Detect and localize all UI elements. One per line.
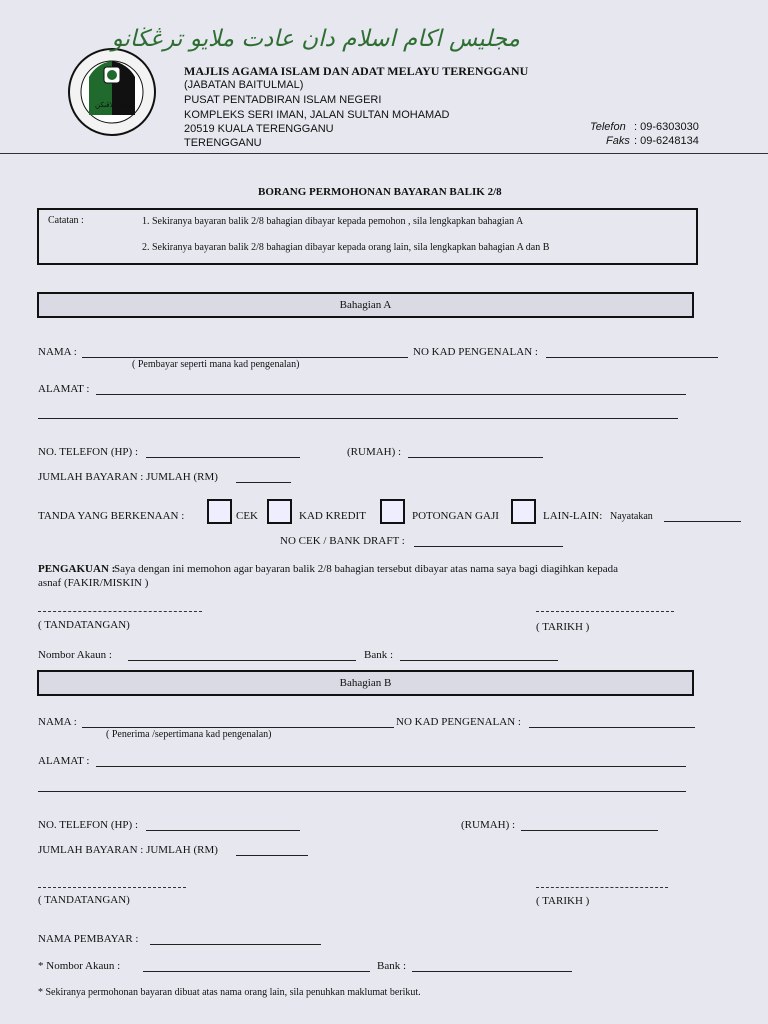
a-bank-label: Bank : — [364, 649, 394, 661]
b-tarikh-line[interactable] — [536, 887, 668, 888]
org-name: MAJLIS AGAMA ISLAM DAN ADAT MELAYU TERENGGANU — [184, 64, 529, 78]
a-no-cek-label: NO CEK / BANK DRAFT : — [280, 535, 405, 547]
a-checkbox-cek[interactable] — [207, 499, 232, 524]
a-akaun-label: Nombor Akaun : — [38, 649, 112, 661]
b-ic-field[interactable] — [529, 727, 695, 728]
b-tandatangan-label: ( TANDATANGAN) — [38, 894, 130, 906]
crest-icon — [67, 47, 157, 137]
a-jumlah-field[interactable] — [236, 482, 291, 483]
b-tarikh-label: ( TARIKH ) — [536, 895, 590, 907]
logo-arabic-text: امانة دلاڤنكن — [95, 101, 133, 109]
b-rumah-field[interactable] — [521, 830, 658, 831]
header-divider — [0, 153, 768, 154]
a-tandatangan-line[interactable] — [38, 611, 202, 612]
form-title: BORANG PERMOHONAN BAYARAN BALIK 2/8 — [258, 186, 502, 198]
b-nama-hint: ( Penerima /sepertimana kad pengenalan) — [106, 729, 272, 740]
note-item-2: 2. Sekiranya bayaran balik 2/8 bahagian dibayar kepada orang lain, sila lengkapkan bahagian A dan B — [142, 242, 550, 253]
a-lain-lain-field[interactable] — [664, 521, 741, 522]
address-line-1: (JABATAN BAITULMAL) — [184, 79, 304, 91]
a-tandatangan-label: ( TANDATANGAN) — [38, 619, 130, 631]
b-jumlah-field[interactable] — [236, 855, 308, 856]
a-opt-potongan-label: POTONGAN GAJI — [412, 510, 499, 522]
a-akaun-field[interactable] — [128, 660, 356, 661]
a-ic-field[interactable] — [546, 357, 718, 358]
a-bank-field[interactable] — [400, 660, 558, 661]
b-footnote: * Sekiranya permohonan bayaran dibuat atas nama orang lain, sila penuhkan maklumat berikut. — [38, 987, 421, 998]
a-jumlah-label: JUMLAH BAYARAN : JUMLAH (RM) — [38, 471, 218, 483]
a-ic-label: NO KAD PENGENALAN : — [413, 346, 538, 358]
a-checkbox-kad-kredit[interactable] — [267, 499, 292, 524]
a-opt-lain-label: LAIN-LAIN: — [543, 510, 603, 522]
address-line-4: 20519 KUALA TERENGGANU — [184, 123, 334, 135]
address-line-2: PUSAT PENTADBIRAN ISLAM NEGERI — [184, 94, 382, 106]
a-nama-hint: ( Pembayar seperti mana kad pengenalan) — [132, 359, 300, 370]
b-akaun-label: * Nombor Akaun : — [38, 960, 121, 972]
a-tarikh-line[interactable] — [536, 611, 674, 612]
b-rumah-label: (RUMAH) : — [461, 819, 516, 831]
note-label: Catatan : — [48, 215, 84, 226]
telefon-value: : 09-6303030 — [634, 121, 699, 133]
a-opt-cek-label: CEK — [236, 510, 258, 522]
b-nama-pembayar-field[interactable] — [150, 944, 321, 945]
a-rumah-label: (RUMAH) : — [347, 446, 402, 458]
b-nama-field[interactable] — [82, 727, 394, 728]
a-no-cek-field[interactable] — [414, 546, 563, 547]
b-ic-label: NO KAD PENGENALAN : — [396, 716, 521, 728]
telefon-label: Telefon — [590, 121, 626, 133]
b-nama-pembayar-label: NAMA PEMBAYAR : — [38, 933, 139, 945]
b-alamat-field-1[interactable] — [96, 766, 686, 767]
b-akaun-field[interactable] — [143, 971, 370, 972]
a-pengakuan-label: PENGAKUAN : — [38, 563, 116, 575]
a-tel-hp-label: NO. TELEFON (HP) : — [38, 446, 139, 458]
faks-label: Faks — [606, 135, 630, 147]
section-b-heading: Bahagian B — [37, 670, 694, 696]
a-tel-hp-field[interactable] — [146, 457, 300, 458]
note-item-1: 1. Sekiranya bayaran balik 2/8 bahagian dibayar kepada pemohon , sila lengkapkan bahagian A — [142, 216, 524, 227]
a-alamat-label: ALAMAT : — [38, 383, 90, 395]
b-alamat-label: ALAMAT : — [38, 755, 90, 767]
a-tarikh-label: ( TARIKH ) — [536, 621, 590, 633]
arabic-title: مجليس اكام اسلام دان عادت ملايو ترڠڬانو — [111, 26, 520, 52]
a-pengakuan-text-1: Saya dengan ini memohon agar bayaran balik 2/8 bahagian tersebut dibayar atas nama saya bagi diagihkan kepada — [114, 563, 618, 575]
a-opt-lain-hint: Nayatakan — [610, 511, 653, 522]
a-alamat-field-1[interactable] — [96, 394, 686, 395]
logo — [67, 47, 157, 137]
a-pengakuan-text-2: asnaf (FAKIR/MISKIN ) — [38, 577, 149, 589]
a-alamat-field-2[interactable] — [38, 418, 678, 419]
b-nama-label: NAMA : — [38, 716, 77, 728]
a-opt-kad-label: KAD KREDIT — [299, 510, 366, 522]
a-rumah-field[interactable] — [408, 457, 543, 458]
b-bank-label: Bank : — [377, 960, 407, 972]
a-checkbox-potongan-gaji[interactable] — [380, 499, 405, 524]
b-jumlah-label: JUMLAH BAYARAN : JUMLAH (RM) — [38, 844, 218, 856]
b-tel-hp-label: NO. TELEFON (HP) : — [38, 819, 139, 831]
a-nama-label: NAMA : — [38, 346, 77, 358]
b-tel-hp-field[interactable] — [146, 830, 300, 831]
address-line-5: TERENGGANU — [184, 137, 262, 149]
b-alamat-field-2[interactable] — [38, 791, 686, 792]
b-tandatangan-line[interactable] — [38, 887, 186, 888]
address-line-3: KOMPLEKS SERI IMAN, JALAN SULTAN MOHAMAD — [184, 109, 450, 121]
section-a-heading: Bahagian A — [37, 292, 694, 318]
faks-value: : 09-6248134 — [634, 135, 699, 147]
a-nama-field[interactable] — [82, 357, 408, 358]
a-checkbox-lain-lain[interactable] — [511, 499, 536, 524]
a-tanda-label: TANDA YANG BERKENAAN : — [38, 510, 185, 522]
b-bank-field[interactable] — [412, 971, 572, 972]
